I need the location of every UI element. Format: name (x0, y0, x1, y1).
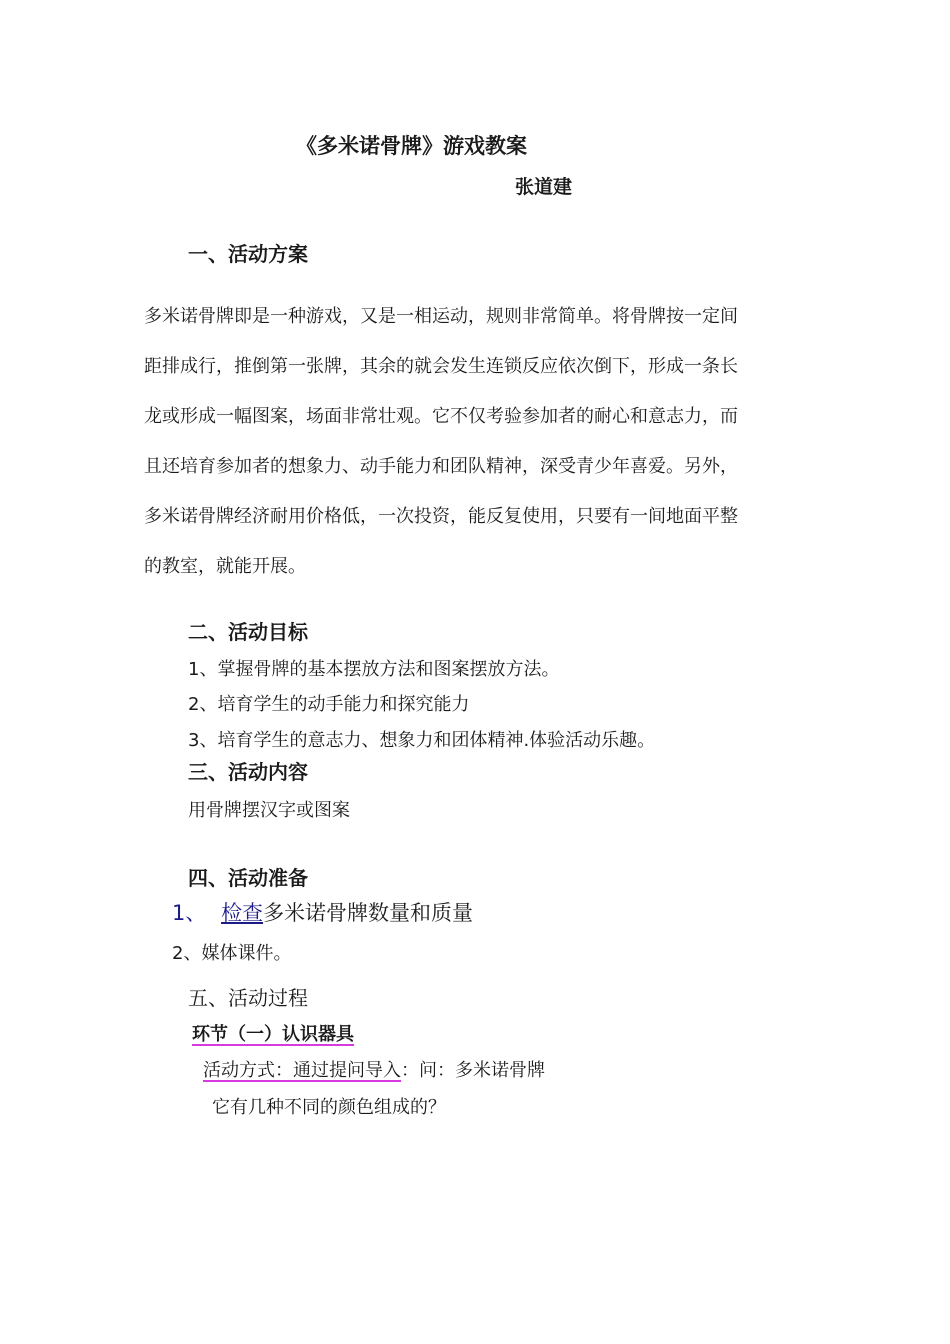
paragraph-line: 多米诺骨牌即是一种游戏，又是一相运动，规则非常简单。将骨牌按一定间 (144, 306, 738, 327)
method-rest: ：问：多米诺骨牌 (401, 1060, 545, 1081)
section-heading-plan: 一、活动方案 (188, 242, 308, 266)
list-number: 1、 (172, 901, 207, 925)
content-text: 用骨牌摆汉字或图案 (188, 800, 350, 821)
paragraph-line: 距排成行，推倒第一张牌，其余的就会发生连锁反应依次倒下，形成一条长 (144, 356, 738, 377)
goal-item: 1、掌握骨牌的基本摆放方法和图案摆放方法。 (188, 659, 560, 680)
method-label: 活动方式：通过提问导入 (203, 1060, 401, 1081)
question-text: 它有几种不同的颜色组成的？ (212, 1097, 446, 1118)
goal-item: 3、培育学生的意志力、想象力和团体精神.体验活动乐趣。 (188, 730, 656, 751)
section-heading-preparation: 四、活动准备 (188, 866, 308, 890)
section-heading-process: 五、活动过程 (188, 986, 308, 1010)
preparation-item-2: 2、媒体课件。 (172, 943, 292, 964)
paragraph-line: 的教室，就能开展。 (144, 556, 306, 577)
check-link[interactable]: 检查 (221, 901, 264, 925)
section-heading-goals: 二、活动目标 (188, 620, 308, 644)
paragraph-line: 且还培育参加者的想象力、动手能力和团队精神，深受青少年喜爱。另外， (144, 456, 738, 477)
method-line (203, 1056, 545, 1082)
preparation-item-text: 多米诺骨牌数量和质量 (263, 901, 474, 925)
document-title: 《多米诺骨牌》游戏教案 (296, 134, 527, 158)
step-title: 环节（一）认识器具 (192, 1024, 354, 1045)
preparation-item-1 (172, 897, 473, 927)
goal-item: 2、培育学生的动手能力和探究能力 (188, 694, 470, 715)
document-author: 张道建 (515, 176, 573, 198)
paragraph-line: 龙或形成一幅图案，场面非常壮观。它不仅考验参加者的耐心和意志力，而 (144, 406, 738, 427)
plan-paragraph (144, 292, 804, 592)
paragraph-line: 多米诺骨牌经济耐用价格低，一次投资，能反复使用，只要有一间地面平整 (144, 506, 738, 527)
section-heading-content: 三、活动内容 (188, 760, 308, 784)
